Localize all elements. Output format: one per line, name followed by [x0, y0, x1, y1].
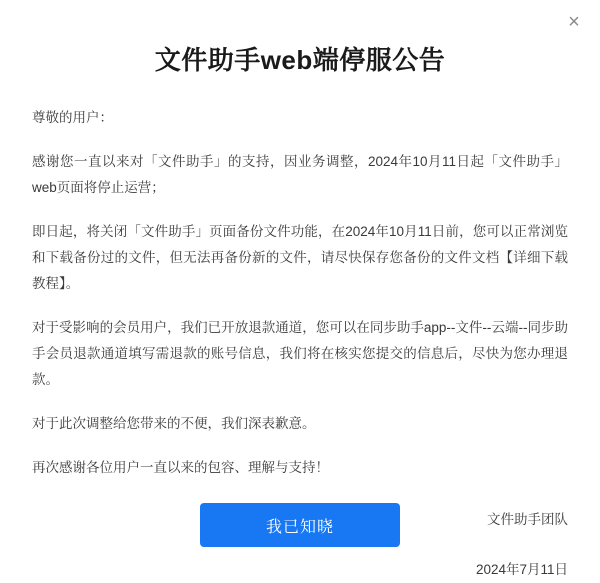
paragraph-closing: 再次感谢各位用户一直以来的包容、理解与支持！ [32, 460, 329, 475]
signature: 文件助手团队 [487, 512, 568, 527]
paragraph-apology: 对于此次调整给您带来的不便，我们深表歉意。 [32, 416, 316, 431]
paragraph-greeting: 尊敬的用户： [32, 110, 113, 125]
paragraph-thanks: 感谢您一直以来对「文件助手」的支持，因业务调整，2024年10月11日起「文件助手」web页面将停止运营； [32, 154, 568, 195]
close-icon-glyph: × [568, 11, 580, 33]
close-icon[interactable] [560, 8, 588, 36]
paragraph-refund: 对于受影响的会员用户，我们已开放退款通道，您可以在同步助手app--文件--云端--同步助手会员退款通道填写需退款的账号信息，我们将在核实您提交的信息后，尽快为您办理退款。 [32, 320, 568, 387]
announcement-date: 2024年7月11日 [475, 562, 568, 577]
paragraph-shutdown-details: 即日起，将关闭「文件助手」页面备份文件功能，在2024年10月11日前，您可以正常浏览和下载备份过的文件，但无法再备份新的文件，请尽快保存您备份的文件文档【详细下载教程】。 [32, 224, 568, 291]
dialog-footer [0, 503, 600, 547]
page-title: 文件助手web端停服公告 [154, 45, 446, 75]
acknowledge-button[interactable]: 我已知晓 [200, 503, 400, 547]
